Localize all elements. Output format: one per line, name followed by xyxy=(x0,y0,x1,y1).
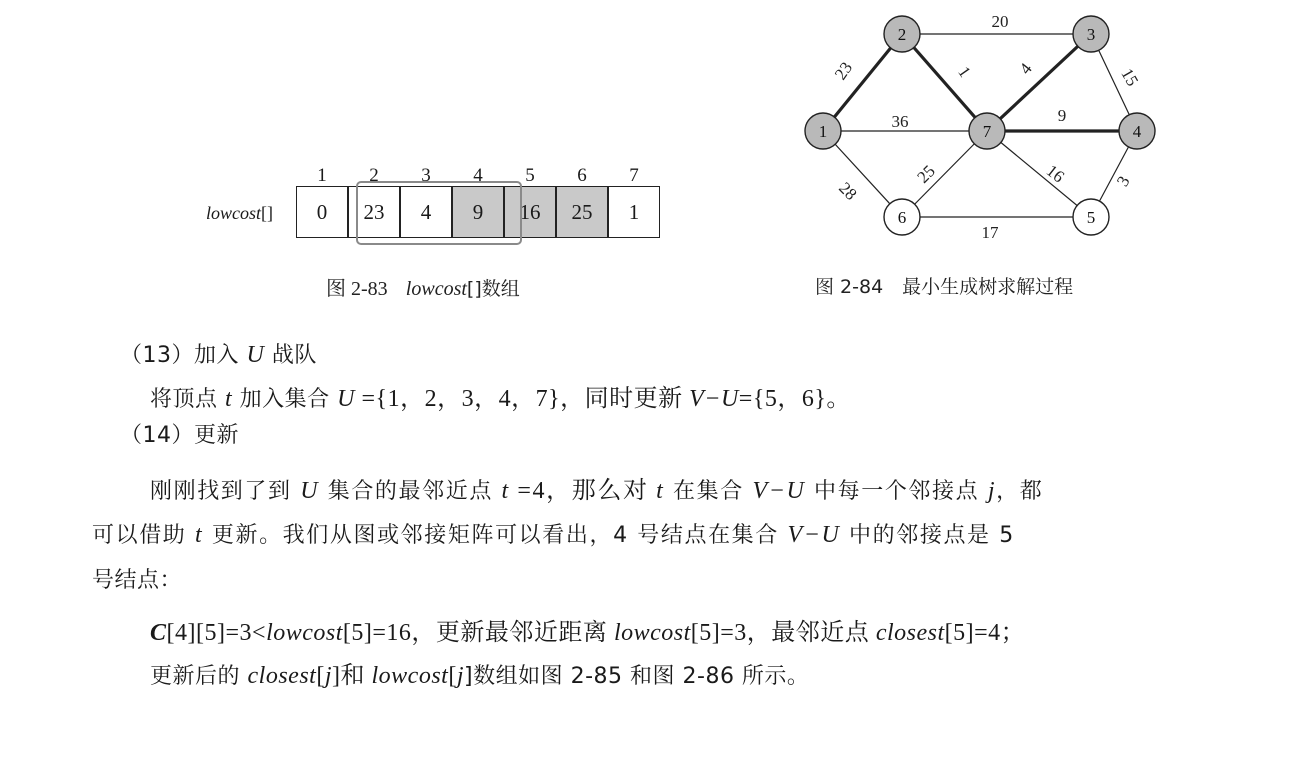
edge-weight-3-4: 15 xyxy=(1117,65,1143,90)
section-13-heading: （13）加入 U 战队 xyxy=(120,342,317,368)
array-label-var: lowcost xyxy=(206,203,262,223)
array-index-row xyxy=(296,165,660,187)
array-cell-6: 25 xyxy=(556,186,608,238)
edge-weight-7-6: 25 xyxy=(913,161,939,187)
lowcost-array-figure xyxy=(200,160,670,250)
array-index-4: 4 xyxy=(473,165,483,186)
edge-weight-6-5: 17 xyxy=(981,223,999,242)
figure-2-84-caption: 图 2-84 最小生成树求解过程 xyxy=(815,276,1074,298)
array-cell-5: 16 xyxy=(504,186,556,238)
array-index-3: 3 xyxy=(421,165,431,186)
node-label-1: 1 xyxy=(818,122,828,141)
edge-7-5 xyxy=(987,131,1091,217)
node-label-5: 5 xyxy=(1086,208,1096,227)
caption-var: lowcost xyxy=(405,278,467,300)
edge-weight-1-6: 28 xyxy=(835,178,861,204)
paragraph-line-7: C[4][5]=3<lowcost[5]=16，更新最邻近距离 lowcost[5]=3，最邻近点 closest[5]=4； xyxy=(150,620,1026,646)
caption-number: 图 2-83 xyxy=(326,278,388,300)
array-label xyxy=(206,203,273,224)
edge-weight-1-7: 36 xyxy=(891,112,909,131)
array-index-1: 1 xyxy=(317,165,327,186)
node-label-7: 7 xyxy=(982,122,992,141)
figure-2-83-caption xyxy=(326,272,520,301)
array-cells xyxy=(296,186,660,240)
paragraph-line-2: 将顶点 t 加入集合 U ={1，2，3，4，7}，同时更新 V−U={5，6}。 xyxy=(150,386,851,412)
edge-weight-3-7: 4 xyxy=(1015,59,1036,78)
edge-3-7 xyxy=(987,34,1091,131)
edge-weight-2-7: 1 xyxy=(954,62,975,81)
edge-weight-7-4: 9 xyxy=(1057,106,1067,125)
array-index-7: 7 xyxy=(629,165,639,186)
paragraph-line-8: 更新后的 closest[j]和 lowcost[j]数组如图 2-85 和图 2-86 所示。 xyxy=(150,663,810,689)
edge-weight-1-2: 23 xyxy=(830,58,857,84)
mst-graph-figure xyxy=(780,0,1180,260)
edge-weight-2-3: 20 xyxy=(991,12,1009,31)
array-cell-7: 1 xyxy=(608,186,660,238)
node-label-3: 3 xyxy=(1086,25,1096,44)
caption-rest: []数组 xyxy=(466,278,520,300)
edge-2-7 xyxy=(902,34,987,131)
node-label-2: 2 xyxy=(897,25,907,44)
array-cell-2: 23 xyxy=(348,186,400,238)
node-label-6: 6 xyxy=(897,208,907,227)
array-index-6: 6 xyxy=(577,165,587,186)
array-cell-1: 0 xyxy=(296,186,348,238)
section-14-heading: （14）更新 xyxy=(120,423,239,448)
array-label-brackets: [] xyxy=(261,203,274,223)
edge-1-2 xyxy=(823,34,902,131)
paragraph-line-6: 号结点： xyxy=(92,568,183,593)
array-index-5: 5 xyxy=(525,165,535,186)
array-cell-3: 4 xyxy=(400,186,452,238)
node-label-4: 4 xyxy=(1132,122,1142,141)
edge-weight-4-5: 3 xyxy=(1112,172,1134,190)
edge-weight-7-5: 16 xyxy=(1042,160,1068,187)
array-cell-4: 9 xyxy=(452,186,504,238)
paragraph-line-4: 刚刚找到了到 U 集合的最邻近点 t =4，那么对 t 在集合 V−U 中每一个邻接点 j，都 xyxy=(150,478,1044,504)
array-index-2: 2 xyxy=(369,165,379,186)
paragraph-line-5: 可以借助 t 更新。我们从图或邻接矩阵可以看出，4 号结点在集合 V−U 中的邻接点是 5 xyxy=(92,522,1015,548)
